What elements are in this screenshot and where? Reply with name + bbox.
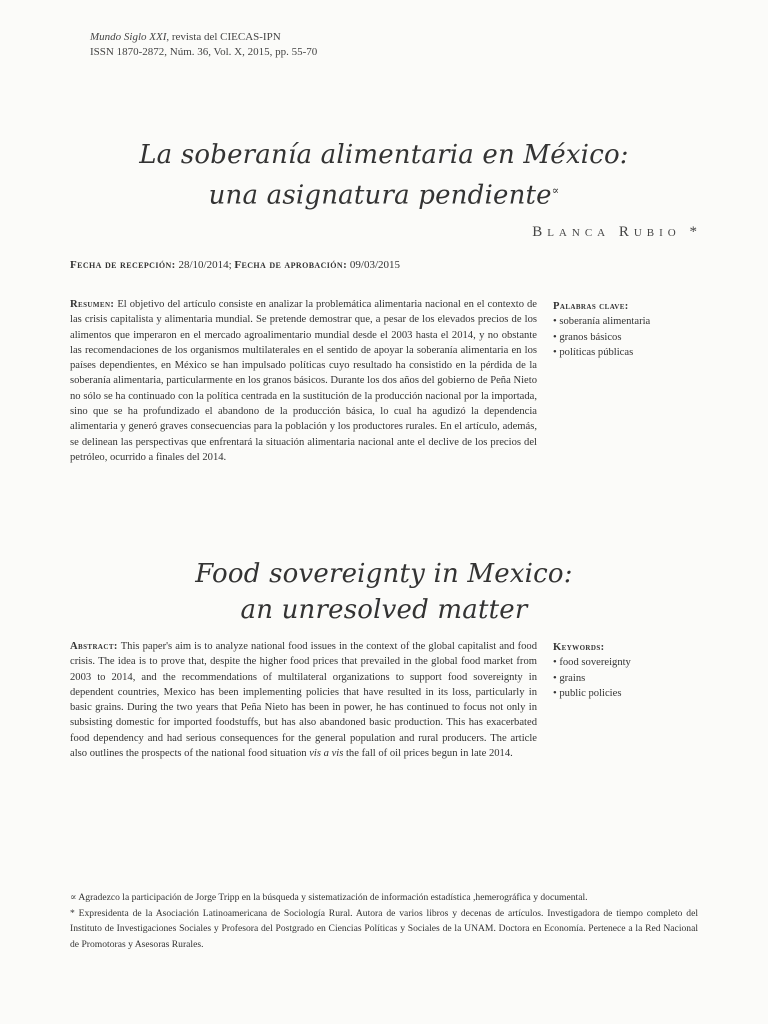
article-title-es	[0, 138, 768, 214]
keyword-en-item: • public policies	[553, 686, 713, 701]
keywords-box	[553, 640, 713, 701]
keyword-es-item: • políticas públicas	[553, 345, 713, 360]
abstract-paragraph	[70, 639, 537, 761]
title-es-line2-text: una asignatura pendiente	[208, 180, 552, 211]
approved-date: 09/03/2015	[347, 259, 401, 271]
keyword-es-item: • granos básicos	[553, 330, 713, 345]
title-es-line1: La soberanía alimentaria en México:	[139, 140, 629, 170]
author-name: Blanca Rubio *	[532, 224, 702, 240]
title-es-line2	[0, 173, 768, 214]
keyword-es-item: • soberanía alimentaria	[553, 314, 713, 329]
journal-publisher: , revista del CIECAS-IPN	[166, 31, 281, 43]
resumen-label: Resumen:	[70, 299, 115, 310]
resumen-text: El objetivo del artículo consiste en analizar la problemática alimentaria nacional en el contexto de las crisis capitalista y alimentaria mundial. Se pretende demostrar que, a pesar de los elevados precios de los alimentos que imperaron en el mercado agroalimentario mundial desde el 2003 hasta el 2014, y no obstante las recomendaciones de los organismos multilaterales en el sentido de apoyar la soberanía alimentaria en los países dependientes, en México se han impulsado políticas cuyo resultado ha consistido en la pérdida de la soberanía alimentaria, particularmente en los granos básicos. Durante los dos años del gobierno de Peña Nieto no sólo se ha continuado con la política centrada en la sustitución de la producción nacional por la importada, sino que se ha profundizado el abandono de la producción básica, lo cual ha agudizó la dependencia alimentaria y generó graves consecuencias para la población y los productores rurales. En el artículo, además, se delinean las perspectivas que enfrentará la situación alimentaria nacional ante el declive de los precios del petróleo, ocurrido a finales del 2014.	[70, 299, 537, 463]
keyword-en-item: • food sovereignty	[553, 655, 713, 670]
abstract-text-after: the fall of oil prices begun in late 2014.	[343, 748, 513, 760]
received-label: Fecha de recepción:	[70, 259, 176, 271]
article-title-en	[0, 556, 768, 628]
title-en-line1: Food sovereignty in Mexico:	[195, 559, 573, 589]
keyword-en-item: • grains	[553, 671, 713, 686]
abstract-text-before: This paper's aim is to analyze national food issues in the context of the global capitalist and food crisis. The idea is to prove that, despite the higher food prices that prevailed in the global food market from 2003 to 2014, and the recommendations of multilateral organizations to support food sovereignty in dependent countries, Mexico has been implementing policies that have resulted in its loss, particularly in basic grains. During the two years that Peña Nieto has been in power, he has continued to focus not only in subsisting domestic for imported foodstuffs, but has also abandoned basic production. This has exacerbated food dependency and had serious consequences for the general population and rural producers. The article also outlines the prospects of the national food situation	[70, 641, 537, 760]
dates-line	[70, 259, 400, 271]
journal-header	[90, 30, 317, 60]
abstract-italic: vis a vis	[309, 748, 344, 760]
keywords-label: Keywords:	[553, 642, 605, 653]
footnotes	[70, 890, 698, 952]
title-footnote-mark: ∝	[551, 184, 560, 197]
approved-label: Fecha de aprobación:	[234, 259, 348, 271]
title-en-line2: an unresolved matter	[240, 595, 528, 625]
received-date: 28/10/2014;	[175, 259, 235, 271]
resumen-paragraph	[70, 297, 537, 465]
palabras-clave-label: Palabras clave:	[553, 301, 629, 312]
abstract-label: Abstract:	[70, 641, 118, 652]
palabras-clave-box	[553, 299, 713, 360]
footnote-acknowledgement: ∝ Agradezco la participación de Jorge Tripp en la búsqueda y sistematización de información estadística ,hemerográfica y documental.	[70, 892, 588, 903]
journal-line	[90, 30, 317, 45]
footnote-author-bio: * Expresidenta de la Asociación Latinoamericana de Sociología Rural. Autora de varios libros y decenas de artículos. Investigadora de tiempo completo del Instituto de Investigaciones Sociales y Profesora del Postgrado en Ciencias Políticas y Sociales de la UNAM. Doctora en Economía. Pertenece a la Red Nacional de Promotoras y Asesoras Rurales.	[70, 907, 698, 950]
issn-line: ISSN 1870-2872, Núm. 36, Vol. X, 2015, pp. 55-70	[90, 46, 318, 58]
journal-name: Mundo Siglo XXI	[90, 31, 167, 43]
